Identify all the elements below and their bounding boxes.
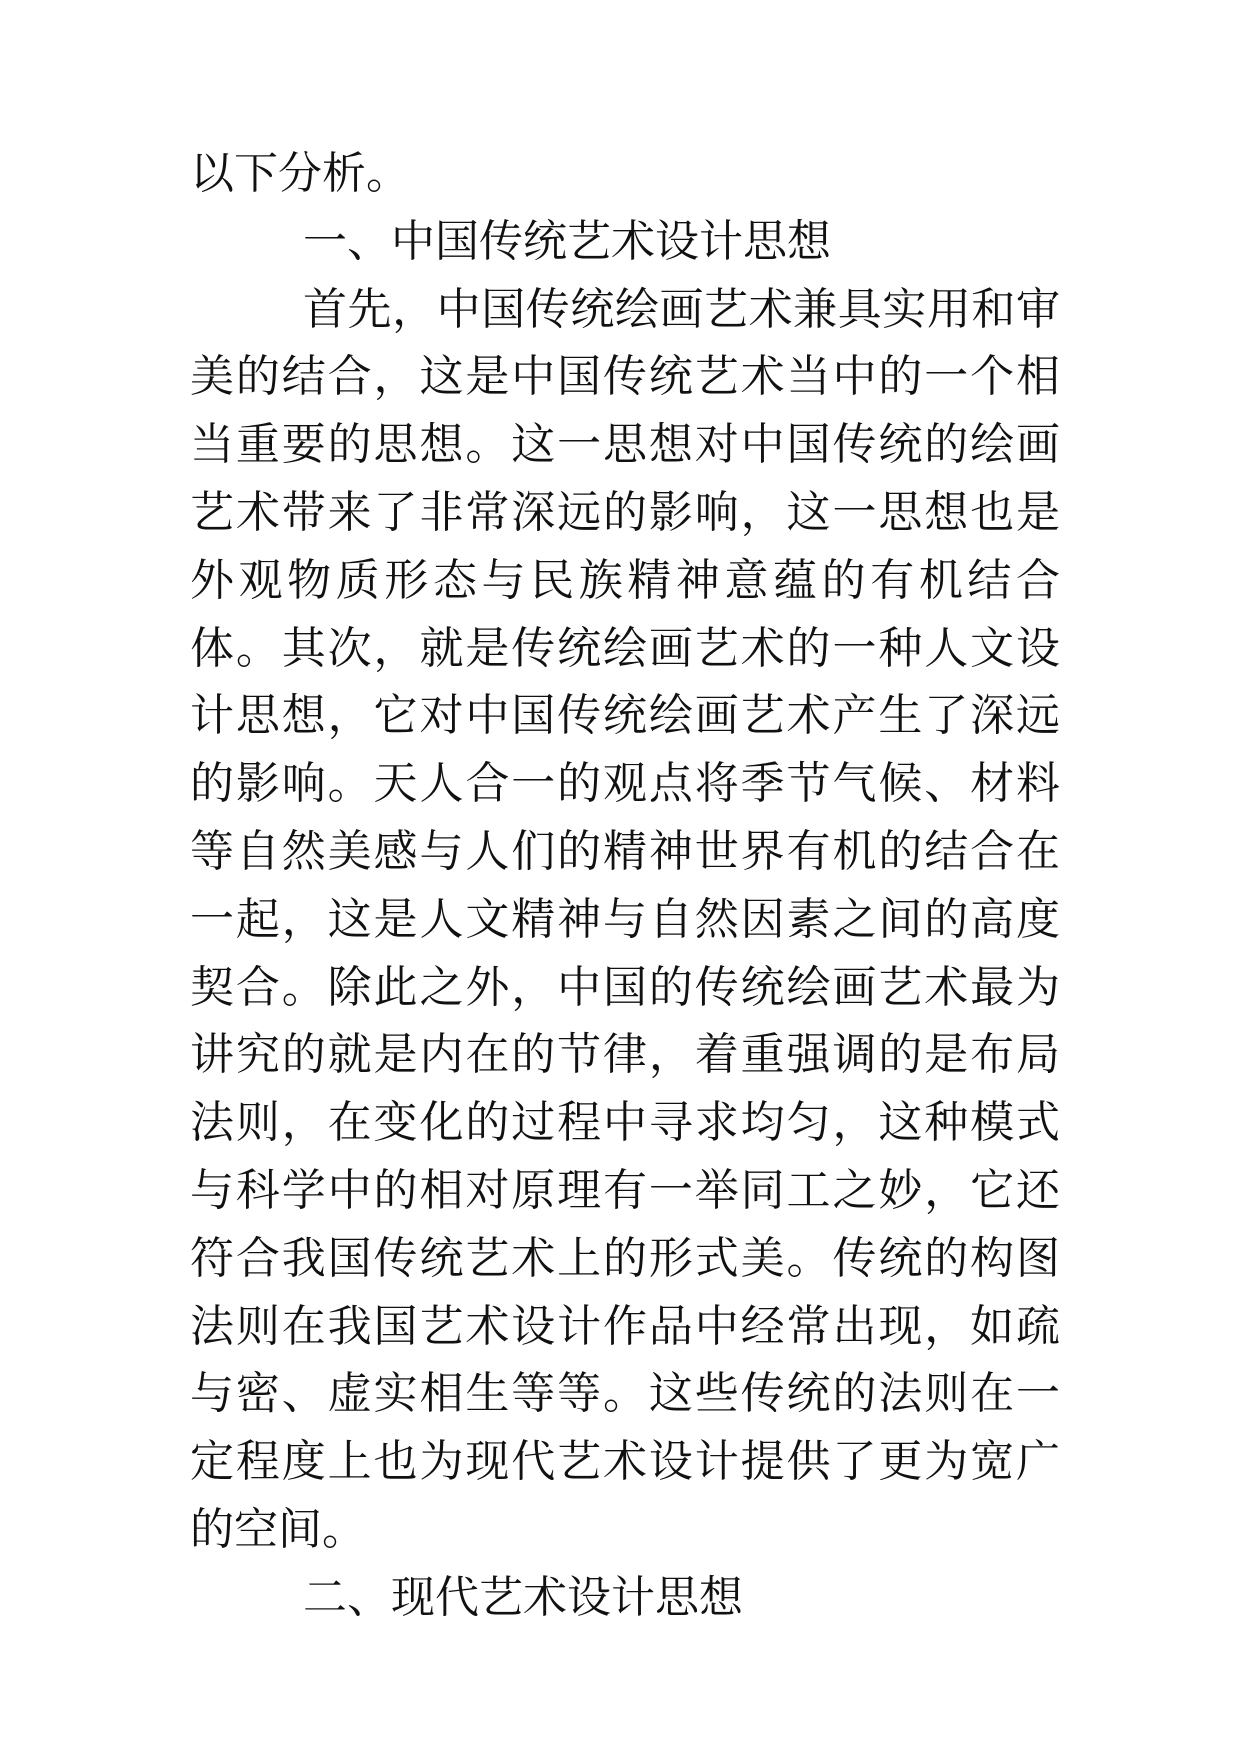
- body-paragraph: 首先，中国传统绘画艺术兼具实用和审美的结合，这是中国传统艺术当中的一个相当重要的思想。这一思想对中国传统的绘画艺术带来了非常深远的影响，这一思想也是外观物质形态与民族精神意蕴的有机结合体。其次，就是传统绘画艺术的一种人文设计思想，它对中国传统绘画艺术产生了深远的影响。天人合一的观点将季节气候、材料等自然美感与人们的精神世界有机的结合在一起，这是人文精神与自然因素之间的高度契合。除此之外，中国的传统绘画艺术最为讲究的就是内在的节律，着重强调的是布局法则，在变化的过程中寻求均匀，这种模式与科学中的相对原理有一举同工之妙，它还符合我国传统艺术上的形式美。传统的构图法则在我国艺术设计作品中经常出现，如疏与密、虚实相生等等。这些传统的法则在一定程度上也为现代艺术设计提供了更为宽广的空间。: [190, 283, 1060, 1555]
- document-body: [190, 140, 1060, 1632]
- section-heading-traditional: 一、中国传统艺术设计思想: [303, 215, 831, 267]
- continuation-text: 以下分析。: [190, 148, 410, 199]
- section-heading-modern: 二、现代艺术设计思想: [303, 1571, 743, 1623]
